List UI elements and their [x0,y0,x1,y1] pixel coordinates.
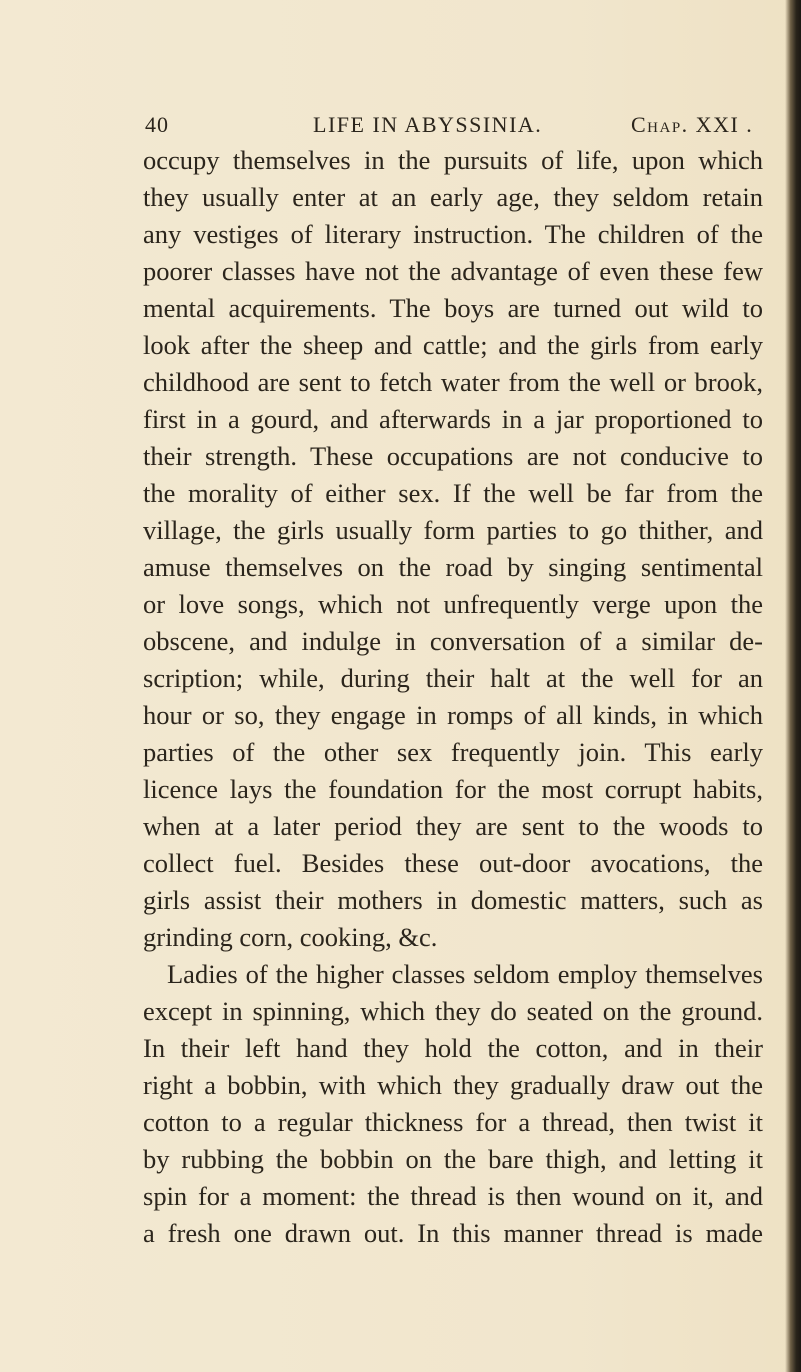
text-line: right a bobbin, with which they gradually draw out the [143,1070,763,1100]
chapter-label: Chap. XXI . [631,112,754,137]
text-line: obscene, and indulge in conversation of a similar de- [143,626,763,656]
text-line-paragraph-start: Ladies of the higher classes seldom employ themselves [167,959,763,989]
text-line: the morality of either sex. If the well be far from the [143,478,763,508]
text-line: parties of the other sex frequently join. This early [143,737,763,767]
text-line: poorer classes have not the advantage of even these few [143,256,763,286]
text-line: In their left hand they hold the cotton, and in their [143,1033,763,1063]
text-line: girls assist their mothers in domestic matters, such as [143,885,763,915]
text-line: they usually enter at an early age, they seldom retain [143,182,763,212]
text-line: first in a gourd, and afterwards in a jar proportioned to [143,404,763,434]
text-line: cotton to a regular thickness for a thread, then twist it [143,1107,763,1137]
text-line: hour or so, they engage in romps of all kinds, in which [143,700,763,730]
body-text [143,142,763,1252]
text-line: village, the girls usually form parties to go thither, and [143,515,763,545]
text-line: by rubbing the bobbin on the bare thigh, and letting it [143,1144,763,1174]
text-line: occupy themselves in the pursuits of life, upon which [143,145,763,175]
binding-edge [785,0,801,1372]
running-header [145,112,775,146]
text-line: when at a later period they are sent to the woods to [143,811,763,841]
text-line: a fresh one drawn out. In this manner thread is made [143,1218,763,1248]
text-line: except in spinning, which they do seated on the ground. [143,996,763,1026]
text-line: or love songs, which not unfrequently verge upon the [143,589,763,619]
text-line: spin for a moment: the thread is then wound on it, and [143,1181,763,1211]
text-line: grinding corn, cooking, &c. [143,922,438,952]
text-line: amuse themselves on the road by singing sentimental [143,552,763,582]
text-line: childhood are sent to fetch water from the well or brook, [143,367,763,397]
text-line: look after the sheep and cattle; and the girls from early [143,330,763,360]
text-line: scription; while, during their halt at the well for an [143,663,763,693]
text-line: licence lays the foundation for the most corrupt habits, [143,774,763,804]
text-line: mental acquirements. The boys are turned out wild to [143,293,763,323]
text-line: any vestiges of literary instruction. The children of the [143,219,763,249]
text-line: collect fuel. Besides these out-door avocations, the [143,848,763,878]
text-line: their strength. These occupations are not conducive to [143,441,763,471]
running-title: LIFE IN ABYSSINIA. [313,112,543,137]
page-number: 40 [145,112,169,137]
